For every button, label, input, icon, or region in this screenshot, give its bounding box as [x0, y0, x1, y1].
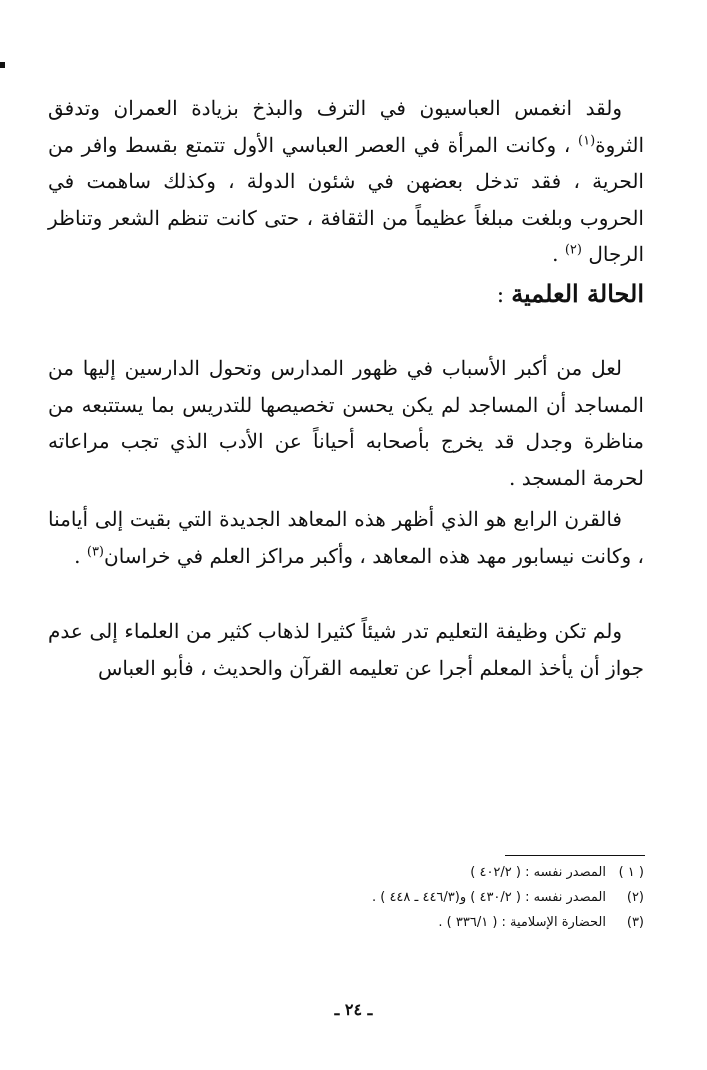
paragraph-text: [48, 501, 644, 574]
paragraph-text-part: فالقرن الرابع هو الذي أظهر هذه المعاهد الجديدة التي بقيت إلى أيامنا ، وكانت نيسابور مهد هذه المعاهد ، وأكبر مراكز العلم في خراسان: [48, 507, 644, 568]
footnote-item: [84, 885, 644, 910]
paragraph-text: [48, 90, 644, 273]
paragraph-teaching-wages: [48, 613, 644, 686]
paragraph-text: ولم تكن وظيفة التعليم تدر شيئاً كثيرا لذهاب كثير من العلماء إلى عدم جواز أن يأخذ المعلم أجرا عن تعليمه القرآن والحديث ، فأبو العباس: [48, 619, 644, 680]
footnote-text: المصدر نفسه : ( ٤٠٢/٢ ): [470, 865, 606, 880]
footnotes: [84, 860, 644, 935]
footnote-number: (٢): [626, 890, 644, 905]
footnote-number: (٣): [626, 915, 644, 930]
footnote-marker: (١): [578, 132, 596, 148]
section-heading-colon: :: [496, 283, 512, 308]
footnote-item: [84, 910, 644, 935]
footnote-text: الحضارة الإسلامية : ( ٣٣٦/١ ) .: [438, 915, 606, 930]
footnote-divider: [505, 855, 645, 856]
section-heading: [84, 272, 644, 318]
paragraph-text-part: .: [74, 543, 87, 568]
footnote-item: [84, 860, 644, 885]
section-heading-title: الحالة العلمية: [511, 279, 644, 308]
paragraph-text-part: .: [552, 242, 565, 266]
paragraph-text: لعل من أكبر الأسباب في ظهور المدارس وتحول الدارسين إليها من المساجد أن المساجد لم يكن يحسن تخصيصها للتدريس بما يستتبعه من مناظرة وجدل قد يخرج بأصحابه أحياناً عن الأدب الذي تجب مراعاته لحرمة المسجد .: [48, 356, 644, 490]
paragraph-text-part: ، وكانت المرأة في العصر العباسي الأول تتمتع بقسط وافر من الحرية ، فقد تدخل بعضهن في شئون الدولة ، وكذلك ساهمت في الحروب وبلغت مبلغاً عظيماً من الثقافة ، حتى كانت تنظم الشعر وتناظر الرجال: [48, 132, 644, 266]
paragraph-abbasid-luxury: [48, 90, 644, 273]
footnote-text: المصدر نفسه : ( ٤٣٠/٢ ) و(٤٤٦/٣ ـ ٤٤٨ ) .: [371, 890, 606, 905]
paragraph-madrasas: [48, 350, 644, 496]
footnote-marker: (٢): [564, 242, 582, 258]
footnote-number: ( ١ ): [618, 865, 644, 880]
footnote-marker: (٣): [86, 543, 104, 559]
page-number: ـ ٢٤ ـ: [334, 1000, 373, 1019]
paragraph-text-part: ولقد انغمس العباسيون في الترف والبذخ بزيادة العمران وتدفق الثروة: [48, 96, 644, 157]
paragraph-fourth-century: [48, 501, 644, 574]
page-edge-mark: [0, 62, 5, 68]
